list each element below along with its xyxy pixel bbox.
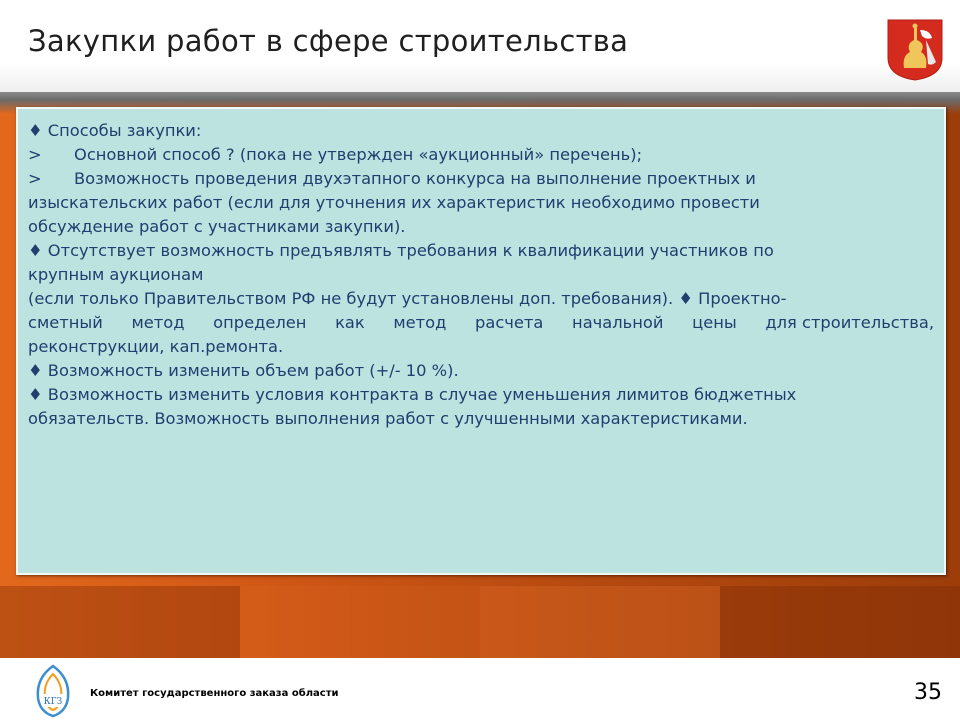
text-line: крупным аукционам — [28, 265, 204, 284]
committee-logo-icon — [26, 664, 80, 718]
word: расчета — [475, 313, 544, 332]
text-line: ♦ Возможность изменить объем работ (+/- 10 %). — [28, 361, 459, 380]
page-number: 35 — [914, 680, 942, 705]
decor-tile — [0, 586, 240, 658]
slide-title: Закупки работ в сфере строительства — [28, 24, 629, 58]
arrow-marker: > — [28, 169, 42, 188]
text-line — [28, 143, 934, 167]
logo-text: КГЗ — [43, 697, 63, 707]
vologda-coat-of-arms-icon — [886, 18, 944, 82]
text-line: ♦ Возможность изменить условия контракта в случае уменьшения лимитов бюджетных — [28, 385, 797, 404]
text-line: ♦ Отсутствует возможность предъявлять требования к квалификации участников по — [28, 241, 774, 260]
decor-tile — [240, 586, 480, 658]
text-line: реконструкции, кап.ремонта. — [28, 337, 284, 356]
text-line: обсуждение работ с участниками закупки). — [28, 217, 406, 236]
content-text — [28, 119, 934, 431]
word: определен — [213, 313, 307, 332]
arrow-marker: > — [28, 145, 42, 164]
text-line: изыскательских работ (если для уточнения их характеристик необходимо провести — [28, 193, 760, 212]
decor-tile — [720, 586, 960, 658]
slide-header — [0, 0, 960, 92]
text-line-body: Возможность проведения двухэтапного конкурса на выполнение проектных и — [74, 169, 756, 188]
text-line: ♦ Способы закупки: — [28, 121, 202, 140]
word: сметный — [28, 313, 103, 332]
committee-name: Комитет государственного заказа области — [90, 688, 339, 699]
text-line: обязательств. Возможность выполнения работ с улучшенными характеристиками. — [28, 409, 748, 428]
slide-footer — [0, 658, 960, 720]
content-panel — [16, 107, 946, 575]
slide-background — [0, 92, 960, 658]
word: для строительства, — [765, 313, 934, 332]
text-line-justified — [28, 311, 934, 335]
decor-tile — [480, 586, 720, 658]
text-line — [28, 167, 934, 191]
word: цены — [692, 313, 737, 332]
word: метод — [131, 313, 185, 332]
text-line-body: Основной способ ? (пока не утвержден «аукционный» перечень); — [74, 145, 643, 164]
text-line: (если только Правительством РФ не будут установлены доп. требования). ♦ Проектно- — [28, 289, 787, 308]
word: начальной — [572, 313, 664, 332]
word: как — [335, 313, 365, 332]
word: метод — [393, 313, 447, 332]
